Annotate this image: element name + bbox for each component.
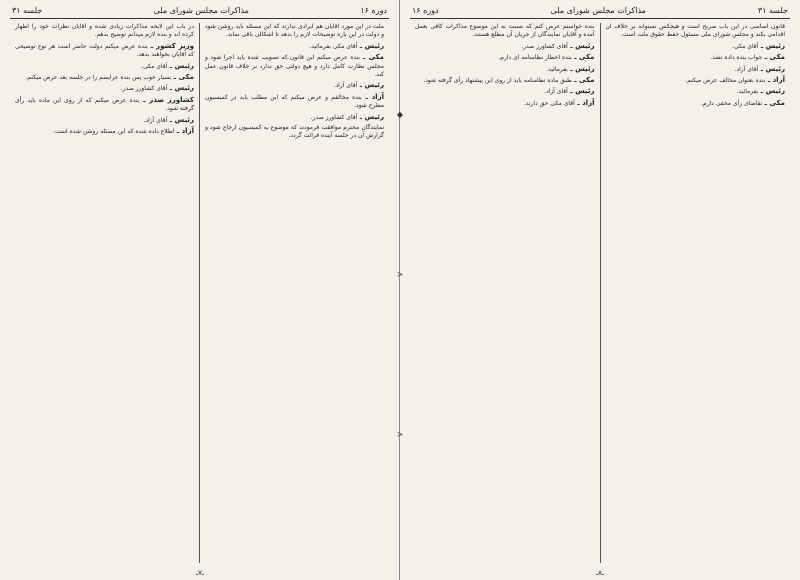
paragraph (415, 87, 595, 96)
speaker-name: وزیر کشور ـ (147, 41, 194, 50)
paragraph-text: آقای کشاورز صدر. (120, 85, 168, 93)
paragraph (415, 23, 595, 40)
paragraph (606, 99, 786, 108)
right-page-footer: ـ۸ـ (596, 569, 604, 577)
paragraph-text: بنده مخالفم و عرض میکنم که این مطلب باید در کمیسیون مطرح شود. (205, 93, 384, 110)
paragraph (205, 23, 384, 40)
right-page-col-left (410, 23, 601, 563)
right-page-col-right (601, 23, 791, 563)
speaker-name: رئیس ـ (758, 41, 785, 50)
paragraph-text: آقای مکی. (140, 62, 168, 70)
speaker-name: مکی ـ (762, 98, 785, 107)
speaker-name: رئیس ـ (758, 87, 785, 96)
paragraph-text: جواب بنده داده نشد. (710, 54, 763, 62)
speaker-name: مکی ـ (171, 73, 194, 82)
paragraph-text: بنده عرض میکنم این قانون که تصویب شده باید اجرا شود و مجلس نظارت کامل دارد و هیچ دولتی حق ندارد بر خلاف قانون عمل کند. (205, 54, 384, 79)
speaker-name: مکی ـ (359, 53, 384, 62)
paragraph-text: در باب این لایحه مذاکرات زیادی شده و آقایان نظرات خود را اظهار کرده اند و بنده لازم میدانم توضیح بدهم. (15, 23, 194, 39)
paragraph (606, 42, 786, 51)
paragraph (415, 76, 595, 85)
right-page-header (410, 4, 790, 19)
paragraph (15, 23, 194, 40)
paragraph-text: بنده خواستم عرض کنم که نسبت به این موضوع مذاکرات کافی بعمل آمده و آقایان نمایندگان از جریان آن مطلع هستند. (415, 23, 595, 39)
paragraph (205, 42, 384, 51)
speaker-name: رئیس ـ (567, 41, 595, 50)
paragraph-text: بنده اخطار نظامنامه ای دارم. (498, 54, 572, 62)
paragraph-text: تقاضای رأی مخفی دارم. (701, 99, 763, 107)
paragraph (205, 124, 384, 141)
paragraph (15, 73, 194, 82)
speaker-name: رئیس ـ (167, 61, 194, 70)
speaker-name: رئیس ـ (567, 87, 595, 96)
left-header-page: جلسه ۳۱ (12, 6, 43, 15)
left-header-session: دوره ۱۶ (360, 6, 387, 15)
right-header-page: جلسه ۳۱ (757, 6, 788, 15)
paragraph (15, 42, 194, 60)
paragraph (205, 53, 384, 79)
paragraph (15, 96, 194, 114)
paragraph-text: اطلاع داده شده که این مسئله روشن شده است. (53, 128, 175, 136)
paragraph (606, 53, 786, 62)
paragraph (205, 93, 384, 111)
left-page-columns (10, 23, 389, 563)
speaker-name: آزاد ـ (174, 127, 194, 136)
speaker-name: مکی ـ (762, 53, 785, 62)
paragraph-text: بسیار خوب پس بنده عرایضم را در جلسه بعد عرض میکنم. (25, 74, 172, 82)
left-page-col-right (200, 23, 389, 563)
paragraph (606, 76, 786, 85)
paragraph-text: بنده عرض میکنم که از روی این ماده باید رأی گرفته شود. (15, 96, 194, 113)
right-page (400, 0, 800, 580)
paragraph-text: بفرمائید. (546, 65, 568, 73)
left-header-title: مذاکرات مجلس شورای ملی (153, 6, 249, 15)
speaker-name: کشاورز صدر ـ (139, 95, 194, 104)
paragraph (415, 65, 595, 74)
paragraph (15, 84, 194, 93)
paragraph (415, 42, 595, 51)
speaker-name: رئیس ـ (357, 81, 384, 90)
paragraph-text: آقای آزاد. (544, 88, 568, 96)
paragraph (606, 23, 786, 40)
paragraph-text: نمایندگان محترم موافقت فرمودند که موضوع به کمیسیون ارجاع شود و گزارش آن در جلسه آینده قرائت گردد. (205, 124, 384, 140)
paragraph-text: آقای آزاد. (143, 116, 168, 124)
paragraph-text: آقای آزاد. (333, 82, 358, 90)
paragraph (606, 65, 786, 74)
right-page-columns (410, 23, 790, 563)
paragraph-text: بفرمائید. (736, 88, 759, 96)
speaker-name: رئیس ـ (167, 115, 194, 124)
binding-mark-top: ◆ (396, 110, 404, 119)
paragraph-text: آقای کشاورز صدر. (310, 113, 358, 121)
speaker-name: رئیس ـ (357, 41, 384, 50)
paragraph (15, 127, 194, 136)
left-page-footer: ـ۷ـ (196, 569, 204, 577)
speaker-name: آزاد ـ (361, 92, 385, 101)
binding-mark-middle: > (396, 270, 404, 279)
right-header-title: مذاکرات مجلس شورای ملی (550, 6, 646, 15)
paragraph (205, 113, 384, 122)
speaker-name: رئیس ـ (758, 64, 785, 73)
paragraph (205, 81, 384, 90)
paragraph-text: آقای مکی بفرمائید. (309, 42, 358, 50)
paragraph-text: آقای آزاد. (734, 65, 759, 73)
paragraph (415, 53, 595, 62)
speaker-name: مکی ـ (571, 53, 595, 62)
paragraph (15, 62, 194, 71)
paragraph-text: آقای کشاورز صدر. (521, 42, 568, 50)
speaker-name: رئیس ـ (567, 64, 595, 73)
paragraph (415, 99, 595, 108)
speaker-name: رئیس ـ (357, 112, 384, 121)
paragraph-text: بنده عرض میکنم دولت حاضر است هر نوع توضیحی که آقایان بخواهند بدهد. (15, 42, 194, 59)
speaker-name: رئیس ـ (167, 84, 194, 93)
paragraph (15, 116, 194, 125)
left-page-header (10, 4, 389, 19)
left-page-col-left (10, 23, 200, 563)
paragraph-text: آقای مکی حق دارند. (523, 99, 575, 107)
speaker-name: مکی ـ (571, 76, 595, 85)
paragraph (606, 87, 786, 96)
speaker-name: آزاد ـ (574, 98, 595, 107)
right-header-session: دوره ۱۶ (412, 6, 439, 15)
binding-mark-bottom: > (396, 430, 404, 439)
paragraph-text: ملت در این مورد آقایان هم ایرادی ندارند که این مسئله باید روشن شود و دولت در این باره توضیحات لازم را بدهد تا اشکالی باقی نماند. (205, 23, 384, 39)
paragraph-text: قانون اساسی در این باب صریح است و هیچکس نمیتواند بر خلاف آن اقدامی بکند و مجلس شورای ملی مسئول حفظ حقوق ملت است. (605, 23, 785, 39)
paragraph-text: آقای مکی. (731, 42, 759, 50)
paragraph-text: بنده بعنوان مخالف عرض میکنم. (685, 77, 766, 85)
paragraph-text: طبق ماده نظامنامه باید از روی این پیشنهاد رأی گرفته شود. (423, 77, 572, 85)
speaker-name: آزاد ـ (765, 76, 785, 85)
